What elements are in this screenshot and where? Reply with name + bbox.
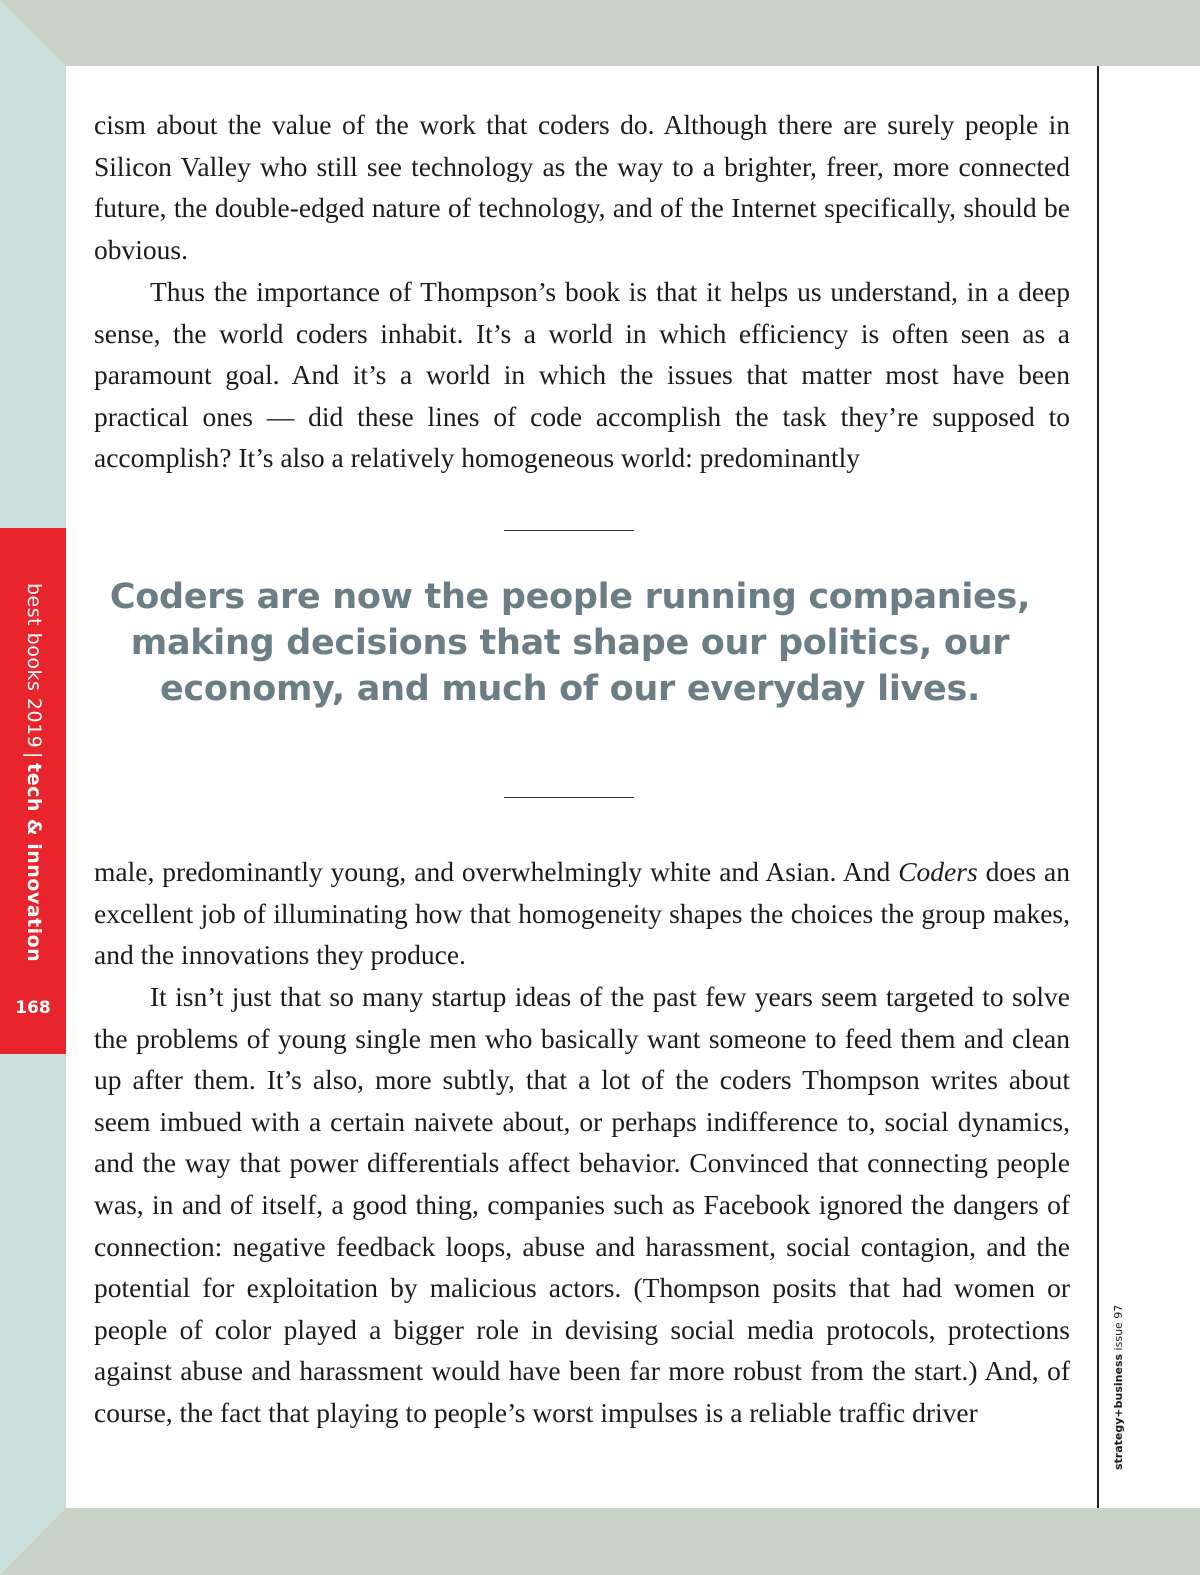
body-paragraph-2: Thus the importance of Thompson’s book is that it helps us understand, in a deep sense, the world coders inhabit. It’s a world in which efficiency is often seen as a paramount goal. And it’s a world in which the issues that matter most have been practical ones — did these lines of code accomplish the task they’re supposed to accomplish? It’s also a relatively homogeneous world: predominantly [94,276,1070,474]
page-corner-bottom-left [0,1508,66,1575]
body-paragraph-4: It isn’t just that so many startup ideas of the past few years seem targeted to solve the problems of young single men who basically want someone to feed them and clean up after them. It’s also, more subtly, that a lot of the coders Thompson writes about seem imbued with a certain naivete about, or perhaps indifference to, social dynamics, and the way that power differentials affect behavior. Convinced that connecting people was, in and of itself, a good thing, companies such as Facebook ignored the dangers of connection: negative feedback loops, abuse and harassment, social contagion, and the potential for exploitation by malicious actors. (Thompson posits that had women or people of color played a bigger role in devising social media protocols, protections against abuse and harassment would have been far more robust from the start.) And, of course, the fact that playing to people’s worst impulses is a reliable traffic driver [94,981,1070,1428]
paragraph-3-text-a: male, predominantly young, and overwhelmingly white and Asian. And [94,856,899,887]
pull-quote-rule-top [504,530,634,531]
right-margin-rule [1097,66,1099,1508]
page-frame-bottom [0,1508,1200,1575]
page-frame-top [0,0,1200,66]
section-name: best books 2019 [23,583,45,749]
section-tab-label [17,583,51,963]
publication-name: strategy+business [1112,1353,1125,1470]
section-topic: tech & innovation [23,763,45,963]
pull-quote-rule-bottom [504,797,634,798]
pull-quote: Coders are now the people running companies, making decisions that shape our politics, our economy, and much of our everyday lives. [109,577,1031,709]
body-paragraph-1: cism about the value of the work that coders do. Although there are surely people in Silicon Valley who still see technology as the way to a brighter, freer, more connected future, the double-edged nature of technology, and of the Internet specifically, should be obvious. [94,109,1070,265]
body-paragraph-3 [94,851,1070,976]
section-separator: | [23,752,45,760]
page-number: 168 [15,998,51,1018]
publication-footer [1108,1300,1130,1470]
paragraph-3-text-b: does an excellent job of illuminating how that homogeneity shapes the choices the group makes, and the innovations they produce. [94,856,1070,971]
book-title: Coders [898,856,978,887]
issue-number: issue 97 [1112,1304,1125,1351]
page-corner-top-left [0,0,66,66]
